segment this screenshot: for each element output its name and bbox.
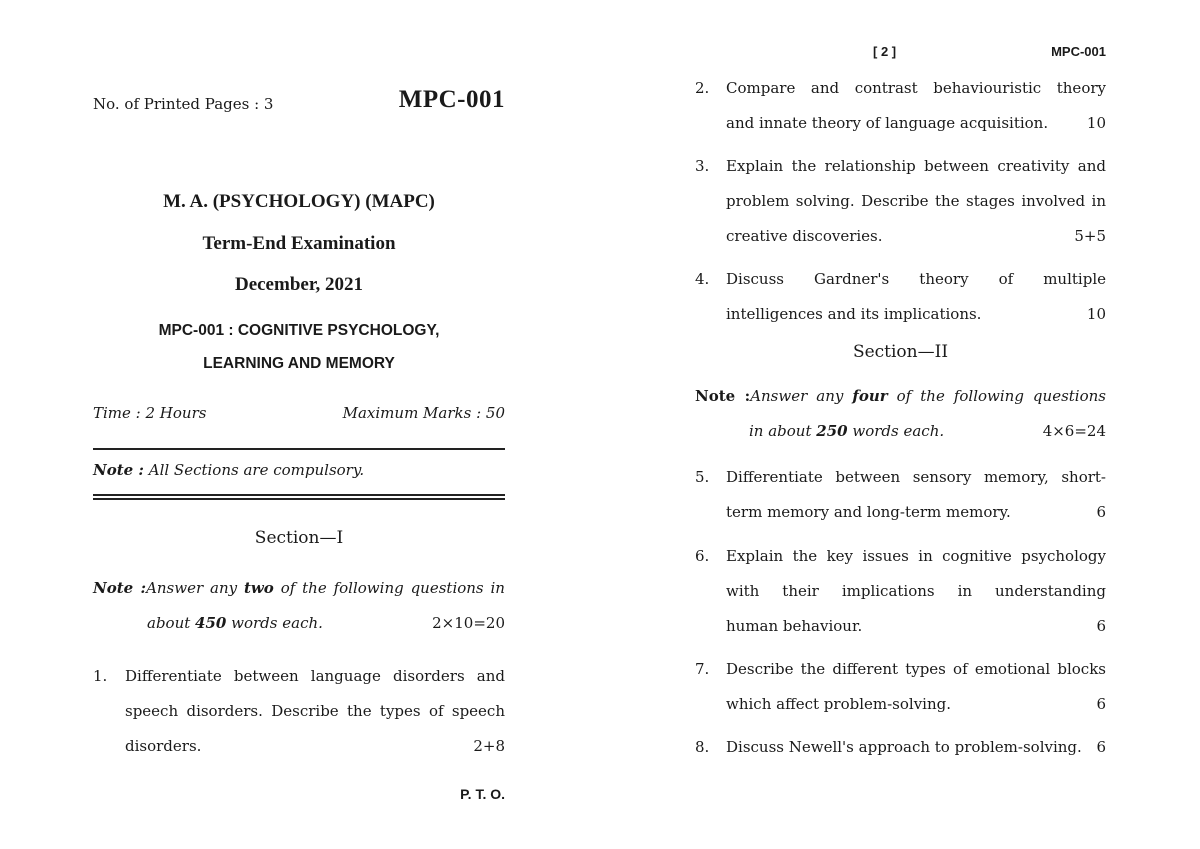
paper-code-header: MPC-001 <box>1051 44 1106 59</box>
instruction-words: 450 <box>195 614 227 632</box>
instruction-text: Answer any <box>146 579 238 597</box>
section-instruction <box>695 379 1106 414</box>
question-line: speech disorders. Describe the types of speech <box>125 702 505 720</box>
instruction-text: in about <box>749 422 812 440</box>
degree-title: M. A. (PSYCHOLOGY) (MAPC) <box>163 191 435 212</box>
question-item <box>695 460 1106 530</box>
instruction-text: words each. <box>852 422 945 440</box>
question-number: 5. <box>695 468 710 486</box>
section-marks: 4×6=24 <box>1042 422 1106 440</box>
section-marks: 2×10=20 <box>432 614 505 632</box>
question-line: and innate theory of language acquisition. <box>726 114 1049 132</box>
question-item <box>695 730 1106 765</box>
instruction-text: words each. <box>231 614 323 632</box>
printed-pages: No. of Printed Pages : 3 <box>93 95 274 113</box>
instruction-count: two <box>243 579 274 597</box>
question-item <box>695 262 1106 332</box>
question-item <box>695 149 1106 254</box>
section-title: Section—I <box>254 528 344 548</box>
time-allowed: Time : 2 Hours <box>93 404 207 422</box>
question-line: Discuss Newell's approach to problem-solving. <box>726 738 1082 756</box>
question-line: term memory and long-term memory. <box>726 503 1011 521</box>
question-number: 1. <box>93 667 108 685</box>
note-text: All Sections are compulsory. <box>148 461 365 479</box>
question-marks: 2+8 <box>473 737 505 755</box>
question-marks: 6 <box>1096 503 1106 521</box>
course-title-line1: MPC-001 : COGNITIVE PSYCHOLOGY, <box>158 322 440 339</box>
question-line: Differentiate between sensory memory, short- <box>726 468 1106 486</box>
instruction-text: of the following questions in <box>280 579 505 597</box>
question-number: 6. <box>695 547 710 565</box>
maximum-marks: Maximum Marks : 50 <box>342 404 505 422</box>
instruction-label: Note : <box>695 387 751 405</box>
left-page <box>93 0 505 849</box>
page-number: [ 2 ] <box>873 44 897 59</box>
general-note <box>93 461 364 479</box>
question-line: Differentiate between language disorders and <box>125 667 505 685</box>
divider <box>93 498 505 500</box>
question-marks: 5+5 <box>1074 227 1106 245</box>
section-instruction-cont <box>147 606 323 641</box>
instruction-text: about <box>147 614 191 632</box>
question-line: Describe the different types of emotional blocks <box>726 660 1106 678</box>
paper-code: MPC-001 <box>398 86 505 113</box>
question-line: human behaviour. <box>726 617 863 635</box>
question-item <box>695 539 1106 644</box>
question-item <box>695 71 1106 141</box>
question-line: problem solving. Describe the stages involved in <box>726 192 1106 210</box>
question-marks: 6 <box>1096 617 1106 635</box>
question-number: 7. <box>695 660 710 678</box>
divider <box>93 494 505 496</box>
question-line: Discuss Gardner's theory of multiple <box>726 270 1106 288</box>
question-line: Compare and contrast behaviouristic theory <box>726 79 1106 97</box>
question-marks: 6 <box>1096 695 1106 713</box>
question-number: 2. <box>695 79 710 97</box>
question-number: 8. <box>695 738 710 756</box>
pto-label: P. T. O. <box>460 786 505 802</box>
question-line: which affect problem-solving. <box>726 695 951 713</box>
divider <box>93 448 505 450</box>
instruction-text: of the following questions <box>896 387 1106 405</box>
section-instruction <box>93 571 505 606</box>
question-line: with their implications in understanding <box>726 582 1106 600</box>
question-number: 3. <box>695 157 710 175</box>
note-label: Note : <box>93 461 144 479</box>
question-line: Explain the relationship between creativity and <box>726 157 1106 175</box>
question-marks: 10 <box>1086 305 1106 323</box>
question-line: creative discoveries. <box>726 227 883 245</box>
exam-month: December, 2021 <box>234 274 364 295</box>
question-item <box>93 659 505 769</box>
instruction-count: four <box>852 387 888 405</box>
exam-title: Term-End Examination <box>202 233 396 254</box>
question-line: disorders. <box>125 737 202 755</box>
question-line: intelligences and its implications. <box>726 305 982 323</box>
instruction-label: Note : <box>93 579 147 597</box>
question-item <box>695 652 1106 722</box>
right-page <box>695 0 1106 849</box>
instruction-text: Answer any <box>750 387 844 405</box>
course-title-line2: LEARNING AND MEMORY <box>203 355 395 372</box>
question-marks: 10 <box>1086 114 1106 132</box>
question-number: 4. <box>695 270 710 288</box>
instruction-words: 250 <box>816 422 848 440</box>
section-title: Section—II <box>852 342 949 362</box>
question-marks: 6 <box>1096 738 1106 756</box>
question-line: Explain the key issues in cognitive psychology <box>726 547 1106 565</box>
section-instruction-cont <box>749 414 944 449</box>
